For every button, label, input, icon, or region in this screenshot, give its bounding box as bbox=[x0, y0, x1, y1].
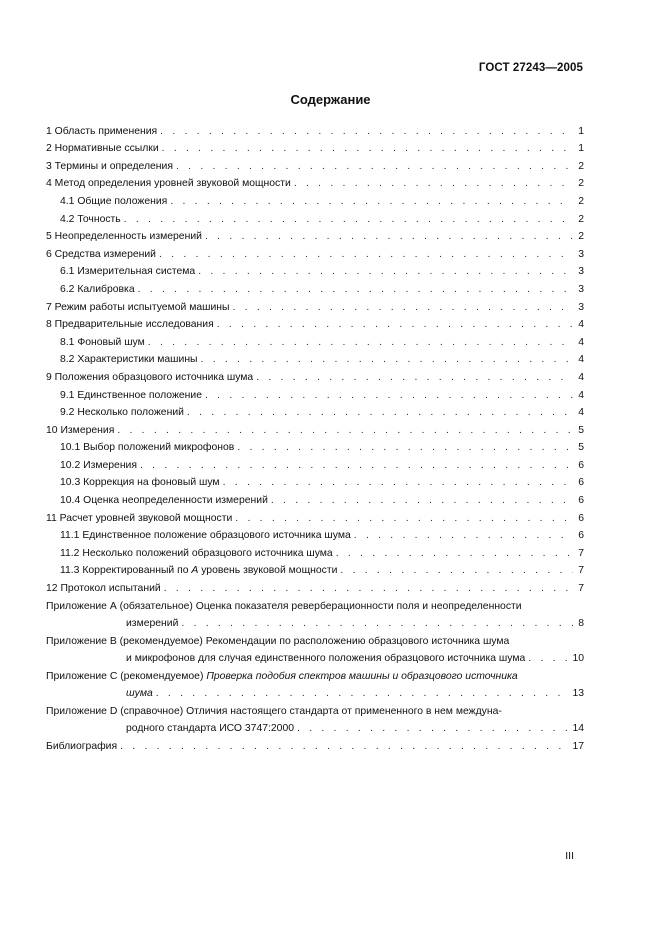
toc-label: 8.2 Характеристики машины bbox=[60, 354, 198, 366]
toc-label: 2 Нормативные ссылки bbox=[46, 143, 159, 155]
toc-entry-10[interactable] bbox=[46, 419, 584, 437]
toc-label: 12 Протокол испытаний bbox=[46, 583, 161, 595]
toc-entry-8-1[interactable] bbox=[46, 331, 584, 349]
toc-label: 10.4 Оценка неопределенности измерений bbox=[60, 495, 268, 507]
toc-label-part: 11.3 Корректированный по bbox=[60, 565, 192, 577]
toc-label: Приложение D (справочное) Отличия настоящего стандарта от примененного в нем междуна- bbox=[46, 705, 502, 717]
toc-page: 6 bbox=[578, 459, 584, 471]
toc-entry-4-1[interactable] bbox=[46, 190, 584, 208]
toc-label: 4.2 Точность bbox=[60, 213, 121, 225]
toc-page: 10 bbox=[572, 653, 584, 664]
toc-page: 6 bbox=[578, 512, 584, 524]
toc-label: 6.1 Измерительная система bbox=[60, 266, 196, 278]
toc-page: 4 bbox=[578, 336, 584, 348]
toc-label: родного стандарта ИСО 3747:2000 bbox=[126, 722, 295, 734]
toc-leader bbox=[140, 460, 573, 472]
toc-entry-11-3[interactable] bbox=[46, 560, 584, 578]
toc-page: 7 bbox=[578, 583, 584, 595]
toc-label: шума bbox=[126, 687, 153, 699]
toc-leader bbox=[148, 337, 573, 349]
document-code: ГОСТ 27243—2005 bbox=[478, 62, 583, 74]
toc-label-italic: Проверка подобия спектров машины и образцового источника bbox=[206, 670, 518, 682]
toc-label: 10.2 Измерения bbox=[60, 459, 137, 471]
toc-label: 11.2 Несколько положений образцового источника шума bbox=[60, 547, 333, 559]
toc-page: 1 bbox=[578, 143, 584, 155]
toc-label: 8 Предварительные исследования bbox=[46, 319, 214, 331]
toc-page: 3 bbox=[578, 283, 584, 295]
toc-leader bbox=[181, 618, 573, 630]
toc-label: и микрофонов для случая единственного положения образцового источника шума bbox=[126, 653, 526, 664]
toc-entry-bibliography[interactable] bbox=[46, 735, 584, 753]
toc-entry-12[interactable] bbox=[46, 577, 584, 595]
toc-entry-appendix-c-line1[interactable] bbox=[46, 665, 584, 683]
toc-label: измерений bbox=[126, 618, 179, 630]
toc-label: 3 Термины и определения bbox=[46, 160, 173, 172]
toc-leader bbox=[237, 442, 573, 454]
toc-page: 1 bbox=[578, 125, 584, 137]
toc-entry-11[interactable] bbox=[46, 507, 584, 525]
toc-page: 2 bbox=[578, 178, 584, 190]
toc-page: 6 bbox=[578, 477, 584, 489]
toc-entry-appendix-a[interactable] bbox=[46, 613, 584, 630]
toc-page: 14 bbox=[572, 722, 584, 734]
toc-label-italic: А bbox=[191, 565, 199, 577]
toc-page: 2 bbox=[578, 213, 584, 225]
toc-leader bbox=[528, 653, 569, 665]
toc-entry-8-2[interactable] bbox=[46, 349, 584, 367]
toc-entry-6[interactable] bbox=[46, 243, 584, 261]
toc-leader bbox=[170, 196, 573, 208]
toc-label: 10.1 Выбор положений микрофонов bbox=[60, 442, 235, 454]
toc-leader bbox=[156, 688, 570, 700]
toc-entry-1[interactable] bbox=[46, 120, 584, 138]
toc-entry-9-1[interactable] bbox=[46, 384, 584, 402]
toc-label: 6.2 Калибровка bbox=[60, 283, 135, 295]
toc-page: 17 bbox=[572, 740, 584, 752]
toc-entry-10-2[interactable] bbox=[46, 454, 584, 472]
table-of-contents bbox=[46, 120, 584, 753]
toc-page: 5 bbox=[578, 442, 584, 454]
toc-label: 4 Метод определения уровней звуковой мощности bbox=[46, 178, 291, 190]
toc-page: 4 bbox=[578, 319, 584, 331]
toc-entry-appendix-c[interactable] bbox=[46, 683, 584, 700]
toc-entry-10-3[interactable] bbox=[46, 472, 584, 490]
toc-label: 11.1 Единственное положение образцового источника шума bbox=[60, 530, 351, 542]
toc-label bbox=[60, 565, 337, 577]
toc-entry-appendix-d-line1[interactable] bbox=[46, 700, 584, 718]
toc-label: 9 Положения образцового источника шума bbox=[46, 371, 254, 383]
toc-leader bbox=[159, 249, 573, 261]
toc-entry-appendix-b[interactable] bbox=[46, 648, 584, 665]
toc-entry-11-1[interactable] bbox=[46, 525, 584, 543]
toc-label: 9.1 Единственное положение bbox=[60, 389, 202, 401]
toc-entry-appendix-a-line1[interactable] bbox=[46, 595, 584, 613]
toc-page: 6 bbox=[578, 495, 584, 507]
toc-page: 13 bbox=[572, 687, 584, 699]
toc-label: 10 Измерения bbox=[46, 424, 115, 436]
toc-page: 8 bbox=[578, 618, 584, 630]
toc-leader bbox=[217, 319, 573, 331]
toc-entry-9[interactable] bbox=[46, 366, 584, 384]
toc-page: 3 bbox=[578, 266, 584, 278]
toc-leader bbox=[235, 513, 573, 525]
toc-entry-7[interactable] bbox=[46, 296, 584, 314]
toc-page: 2 bbox=[578, 231, 584, 243]
toc-label: 9.2 Несколько положений bbox=[60, 407, 184, 419]
toc-page: 4 bbox=[578, 354, 584, 366]
toc-label: 4.1 Общие положения bbox=[60, 195, 168, 207]
toc-leader bbox=[294, 178, 573, 190]
toc-label: Приложение А (обязательное) Оценка показателя реверберационности поля и неопределенности bbox=[46, 600, 522, 612]
toc-entry-2[interactable] bbox=[46, 138, 584, 156]
toc-leader bbox=[223, 477, 573, 489]
toc-leader bbox=[117, 425, 573, 437]
toc-label bbox=[46, 671, 518, 683]
toc-leader bbox=[162, 143, 573, 155]
toc-entry-5[interactable] bbox=[46, 226, 584, 244]
toc-leader bbox=[164, 583, 573, 595]
toc-label: 1 Область применения bbox=[46, 125, 158, 137]
toc-leader bbox=[160, 126, 573, 138]
toc-label: 10.3 Коррекция на фоновый шум bbox=[60, 477, 220, 489]
toc-label: Приложение В (рекомендуемое) Рекомендации по расположению образцового источника шума bbox=[46, 635, 510, 647]
toc-entry-appendix-b-line1[interactable] bbox=[46, 630, 584, 648]
toc-page: 4 bbox=[578, 389, 584, 401]
toc-entry-9-2[interactable] bbox=[46, 402, 584, 420]
toc-leader bbox=[256, 372, 573, 384]
toc-label: 8.1 Фоновый шум bbox=[60, 336, 145, 348]
toc-entry-4-2[interactable] bbox=[46, 208, 584, 226]
toc-label: 7 Режим работы испытуемой машины bbox=[46, 301, 230, 313]
toc-leader bbox=[297, 723, 569, 735]
toc-leader bbox=[271, 495, 573, 507]
toc-entry-8[interactable] bbox=[46, 314, 584, 332]
toc-leader bbox=[120, 741, 569, 753]
toc-entry-appendix-d[interactable] bbox=[46, 718, 584, 735]
toc-leader bbox=[205, 390, 573, 402]
toc-leader bbox=[354, 530, 573, 542]
toc-leader bbox=[336, 548, 573, 560]
page-number: III bbox=[565, 850, 574, 862]
toc-leader bbox=[232, 302, 573, 314]
toc-label: 11 Расчет уровней звуковой мощности bbox=[46, 512, 233, 524]
toc-entry-10-4[interactable] bbox=[46, 489, 584, 507]
toc-page: 6 bbox=[578, 530, 584, 542]
toc-leader bbox=[176, 161, 573, 173]
toc-page: 4 bbox=[578, 407, 584, 419]
toc-label: 5 Неопределенность измерений bbox=[46, 231, 202, 243]
toc-entry-6-2[interactable] bbox=[46, 278, 584, 296]
toc-leader bbox=[205, 231, 573, 243]
toc-page: 3 bbox=[578, 301, 584, 313]
toc-leader bbox=[340, 565, 573, 577]
toc-entry-4[interactable] bbox=[46, 173, 584, 191]
toc-label: 6 Средства измерений bbox=[46, 248, 156, 260]
toc-page: 3 bbox=[578, 248, 584, 260]
toc-entry-11-2[interactable] bbox=[46, 542, 584, 560]
toc-page: 5 bbox=[578, 424, 584, 436]
toc-leader bbox=[201, 354, 573, 366]
toc-leader bbox=[124, 214, 573, 226]
toc-page: 7 bbox=[578, 565, 584, 577]
toc-page: 2 bbox=[578, 195, 584, 207]
toc-page: 2 bbox=[578, 160, 584, 172]
toc-entry-3[interactable] bbox=[46, 155, 584, 173]
toc-label-part: уровень звуковой мощности bbox=[198, 565, 338, 577]
toc-leader bbox=[138, 284, 573, 296]
toc-page: 4 bbox=[578, 371, 584, 383]
toc-page: 7 bbox=[578, 547, 584, 559]
toc-leader bbox=[187, 407, 573, 419]
toc-leader bbox=[198, 266, 573, 278]
toc-entry-10-1[interactable] bbox=[46, 437, 584, 455]
toc-label: Библиография bbox=[46, 740, 118, 752]
toc-label-part: Приложение С (рекомендуемое) bbox=[46, 670, 207, 682]
toc-entry-6-1[interactable] bbox=[46, 261, 584, 279]
page-title: Содержание bbox=[290, 92, 371, 107]
